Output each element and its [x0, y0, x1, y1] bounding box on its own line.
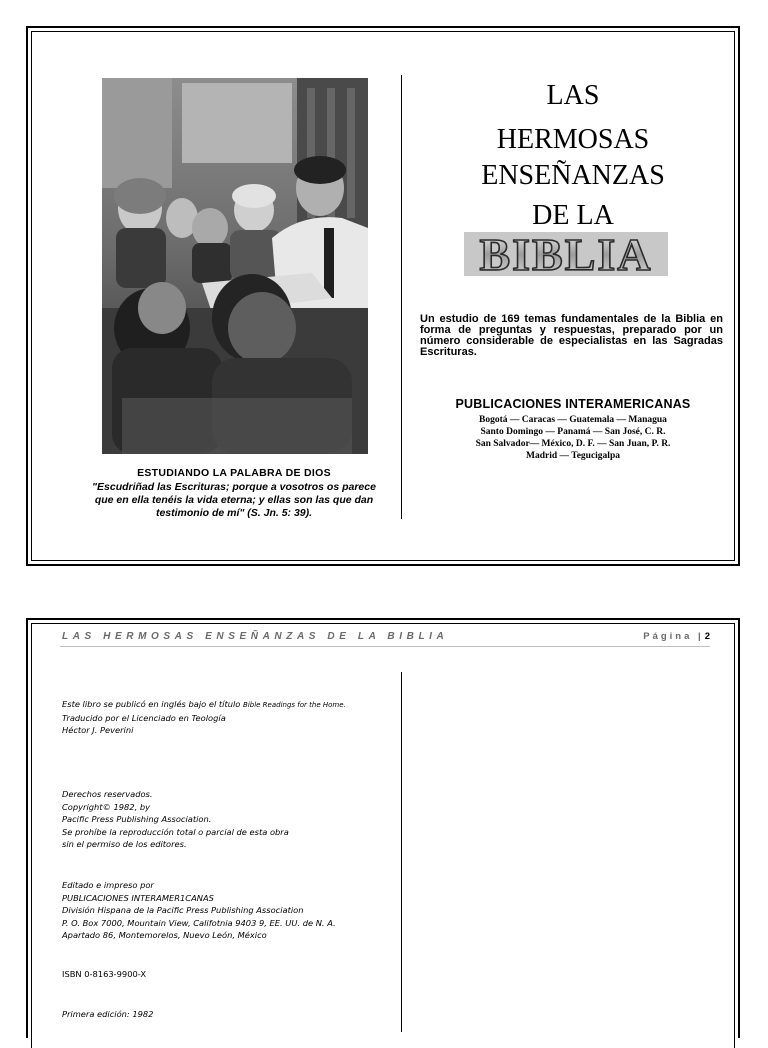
original-title: Bible Readings for the Home. [243, 701, 346, 709]
publisher-line-3: División Hispana de la Pacific Press Publishing Association [62, 905, 304, 915]
original-title-intro: Este libro se publicó en inglés bajo el título [62, 699, 241, 709]
cover-photo [102, 78, 368, 454]
caption-quote: "Escudriñad las Escrituras; porque a vosotros os parece que en ella tenéis la vida eterna; y ellas son las que dan testimonio de mí" (S. Jn. 5: 39). [92, 481, 376, 519]
translation-line-3: Héctor J. Peverini [62, 725, 134, 735]
translation-info [62, 698, 392, 737]
translation-line-2: Traducido por el Licenciado en Teología [62, 712, 226, 723]
copyright-info [62, 788, 392, 851]
publisher-line-4: P. O. Box 7000, Mountain View, Califotnia 9403 9, EE. UU. de N. A. [62, 917, 336, 928]
title-line-3: ENSEÑANZAS [481, 160, 665, 191]
header-rule [60, 646, 710, 647]
caption-title: ESTUDIANDO LA PALABRA DE DIOS [137, 467, 331, 479]
page-number: 2 [704, 631, 710, 642]
publisher-cities-1: Bogotá — Caracas — Guatemala — Managua [479, 415, 667, 425]
publisher-name: PUBLICACIONES INTERAMERICANAS [455, 397, 691, 411]
publisher-line-5: Apartado 86, Montemorelos, Nuevo León, México [62, 930, 267, 940]
cover-page [26, 26, 740, 566]
publisher-info [62, 879, 392, 942]
translation-line-1 [62, 698, 392, 712]
page-word: Página [643, 631, 693, 642]
book-title [448, 78, 698, 234]
title-line-1: LAS [546, 80, 600, 111]
isbn: ISBN 0-8163-9900-X [62, 969, 147, 979]
photo-caption [84, 467, 384, 520]
copyright-line-4: Se prohíbe la reproducción total o parcial de esta obra [62, 826, 289, 837]
page-separator: | [698, 631, 704, 642]
copyright-line-1: Derechos reservados. [62, 789, 153, 799]
biblia-word: BIBLIA [479, 229, 653, 280]
page-divider [401, 672, 402, 1032]
cover-divider [401, 75, 402, 519]
publisher-cities-4: Madrid — Tegucigalpa [526, 451, 620, 461]
edition: Primera edición: 1982 [62, 1009, 154, 1019]
publisher-line-1: Editado e impreso por [62, 880, 154, 890]
publisher-cities-3: San Salvador— México, D. F. — San Juan, P. R. [475, 439, 671, 449]
book-description: Un estudio de 169 temas fundamentales de la Biblia en forma de preguntas y respuestas, preparado por un número considerable de especialistas en las Sagradas Escrituras. [420, 313, 723, 358]
copyright-page [26, 618, 740, 1038]
page-number-label [643, 631, 710, 642]
title-line-4: DE LA [532, 200, 614, 231]
publisher-cities-2: Santo Domingo — Panamá — San José, C. R. [480, 427, 666, 437]
copyright-line-3: Pacific Press Publishing Association. [62, 814, 212, 824]
copyright-line-5: sin el permiso de los editores. [62, 839, 187, 849]
title-line-2: HERMOSAS [496, 124, 650, 155]
publisher-block [420, 397, 726, 462]
copyright-line-2: Copyright© 1982, by [62, 801, 151, 812]
biblia-wordmark [464, 228, 668, 280]
family-bible-study-illustration [102, 78, 368, 454]
running-head: LAS HERMOSAS ENSEÑANZAS DE LA BIBLIA [62, 631, 449, 642]
publisher-line-2: PUBLICACIONES INTERAMER1CANAS [62, 892, 214, 903]
